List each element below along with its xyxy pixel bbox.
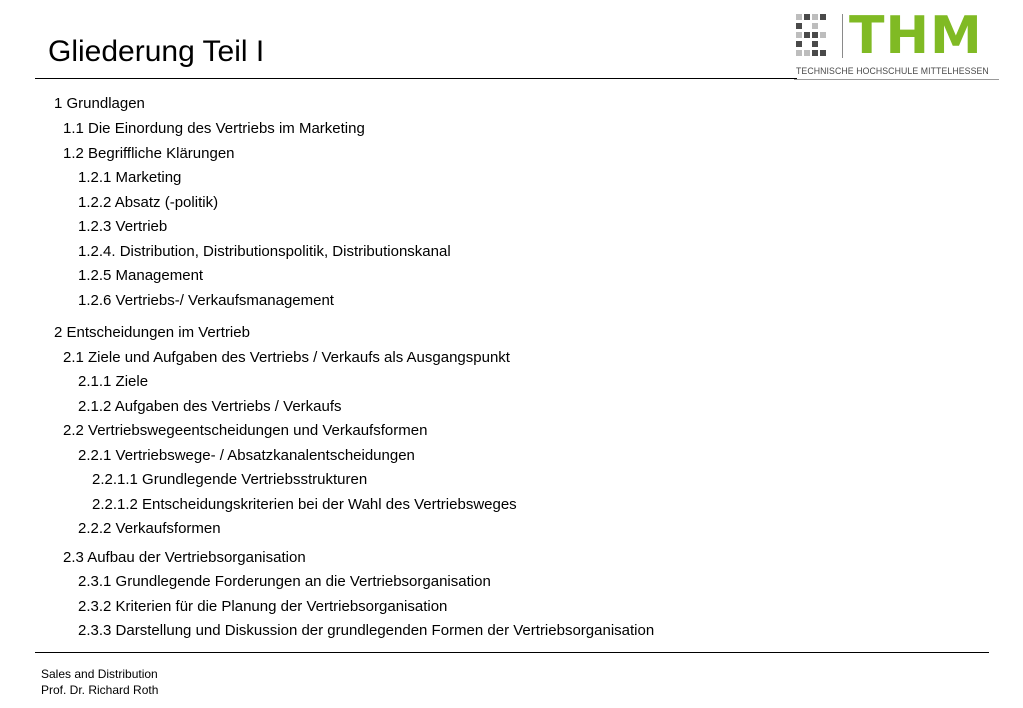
toc-item: 2.2.1.2 Entscheidungskriterien bei der Wahl des Vertriebsweges xyxy=(92,496,517,513)
logo-grid-square xyxy=(796,50,802,56)
logo-grid-icon xyxy=(796,14,828,58)
toc-item: 2.2.1 Vertriebswege- / Absatzkanalentscheidungen xyxy=(78,447,415,464)
toc-item: 2.3.3 Darstellung und Diskussion der grundlegenden Formen der Vertriebsorganisation xyxy=(78,622,655,639)
footer-divider xyxy=(35,652,989,653)
logo-grid-square xyxy=(804,32,810,38)
logo-grid-square xyxy=(796,14,802,20)
footer-course: Sales and Distribution xyxy=(41,667,158,681)
footer xyxy=(41,666,158,698)
toc-item: 1.2.3 Vertrieb xyxy=(78,218,168,235)
toc-item: 2.1 Ziele und Aufgaben des Vertriebs / Verkaufs als Ausgangspunkt xyxy=(63,349,510,366)
toc-item: 1.2.1 Marketing xyxy=(78,169,182,186)
toc-item: 1.1 Die Einordung des Vertriebs im Marketing xyxy=(63,120,365,137)
footer-author: Prof. Dr. Richard Roth xyxy=(41,683,159,697)
logo-grid-square xyxy=(820,32,826,38)
toc-item: 2.3 Aufbau der Vertriebsorganisation xyxy=(63,549,306,566)
logo-grid-square xyxy=(812,23,818,29)
logo-grid-square xyxy=(812,41,818,47)
logo-separator xyxy=(842,14,843,58)
logo-grid-square xyxy=(812,32,818,38)
toc-item: 2.1.2 Aufgaben des Vertriebs / Verkaufs xyxy=(78,398,342,415)
toc-item: 1 Grundlagen xyxy=(54,95,145,112)
logo-grid-square xyxy=(796,23,802,29)
toc-item: 1.2 Begriffliche Klärungen xyxy=(63,145,235,162)
toc-item: 2.2.2 Verkaufsformen xyxy=(78,520,221,537)
toc-item: 2.3.2 Kriterien für die Planung der Vertriebsorganisation xyxy=(78,598,448,615)
toc-item: 2.2 Vertriebswegeentscheidungen und Verkaufsformen xyxy=(63,422,428,439)
toc-item: 2.2.1.1 Grundlegende Vertriebsstrukturen xyxy=(92,471,368,488)
toc-item: 1.2.4. Distribution, Distributionspolitik, Distributionskanal xyxy=(78,243,451,260)
logo-grid-square xyxy=(796,32,802,38)
toc-item: 2.3.1 Grundlegende Forderungen an die Vertriebsorganisation xyxy=(78,573,491,590)
toc-item: 2.1.1 Ziele xyxy=(78,373,149,390)
logo-grid-square xyxy=(796,41,802,47)
toc-item: 2 Entscheidungen im Vertrieb xyxy=(54,324,250,341)
logo-grid-square xyxy=(804,14,810,20)
logo-grid-square xyxy=(812,50,818,56)
logo-grid-square xyxy=(820,14,826,20)
logo-underline xyxy=(794,79,999,80)
title-divider xyxy=(35,78,797,79)
toc-item: 1.2.5 Management xyxy=(78,267,204,284)
toc-item: 1.2.6 Vertriebs-/ Verkaufsmanagement xyxy=(78,292,334,309)
logo-grid-square xyxy=(812,14,818,20)
page-title: Gliederung Teil I xyxy=(48,35,265,68)
thm-logo xyxy=(794,6,994,82)
logo-wordmark: THM xyxy=(849,6,983,66)
toc-item: 1.2.2 Absatz (-politik) xyxy=(78,194,219,211)
logo-grid-square xyxy=(804,50,810,56)
logo-grid-square xyxy=(820,50,826,56)
logo-subtitle: TECHNISCHE HOCHSCHULE MITTELHESSEN xyxy=(796,66,989,77)
